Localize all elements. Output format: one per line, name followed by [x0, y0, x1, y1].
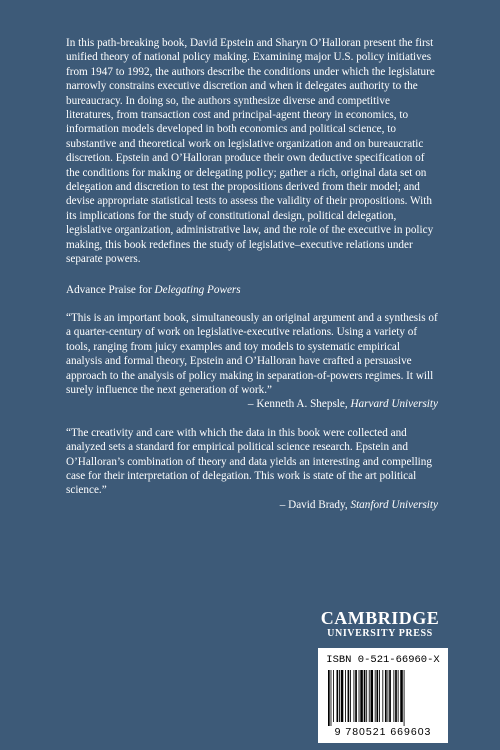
- endorser-name-2: – David Brady,: [279, 498, 351, 511]
- isbn-label: ISBN 0-521-66960-X: [326, 654, 440, 666]
- endorser-institution-1: Harvard University: [350, 398, 438, 411]
- endorser-name-1: – Kenneth A. Shepsle,: [247, 398, 351, 411]
- endorsement-attribution-1: [66, 397, 438, 411]
- book-description: In this path-breaking book, David Epstein and Sharyn O’Halloran present the first unified theory of national policy making. Examining major U.S. policy initiatives from 1947 to 1992, the authors describe the conditions under which the legislature narrowly constrains executive discretion and when it delegates authority to the bureaucracy. In doing so, the authors synthesize diverse and competitive literatures, from transaction cost and principal-agent theory in economics, to information models developed in both economics and political science, to substantive and theoretical work on legislative organization and on bureaucratic discretion. Epstein and O’Halloran produce their own deductive specification of the conditions for making or delegating policy; gather a rich, original data set on delegation and discretion to test the propositions derived from their model; and devise appropriate statistical tests to assess the validity of their propositions. With its implications for the study of constitutional design, political delegation, legislative organization, administrative law, and the role of the executive in policy making, this book redefines the study of legislative–executive relations under separate powers.: [66, 37, 435, 266]
- isbn-barcode-digits: 9 780521 669603: [334, 726, 432, 738]
- endorsement-quote-2: “The creativity and care with which the data in this book were collected and analyzed sets a standard for empirical political science research. Epstein and O’Halloran’s combination of theory and data yields an interesting and compelling case for their interpretation of delegation. This work is state of the art political science.”: [66, 426, 432, 497]
- barcode-graphic: [326, 670, 440, 726]
- cover-text-block: [66, 36, 438, 526]
- publisher-subtitle: UNIVERSITY PRESS: [327, 628, 433, 639]
- isbn-barcode-box: [318, 648, 448, 743]
- publisher-logo: [316, 608, 444, 640]
- endorsement-attribution-2: [66, 498, 438, 512]
- praise-book-title: Delegating Powers: [154, 283, 241, 296]
- endorsement-quote-1: “This is an important book, simultaneously an original argument and a synthesis of a quarter-century of work on legislative-executive relations. Using a variety of tools, ranging from juicy examples and toy models to systematic empirical analysis and formal theory, Epstein and O’Halloran have crafted a persuasive approach to the analysis of policy making in separation-of-powers regimes. It will surely influence the next generation of work.”: [66, 311, 438, 396]
- praise-heading: [66, 283, 438, 297]
- endorser-institution-2: Stanford University: [350, 498, 438, 511]
- publisher-name: CAMBRIDGE: [320, 608, 440, 628]
- praise-heading-prefix: Advance Praise for: [66, 283, 155, 296]
